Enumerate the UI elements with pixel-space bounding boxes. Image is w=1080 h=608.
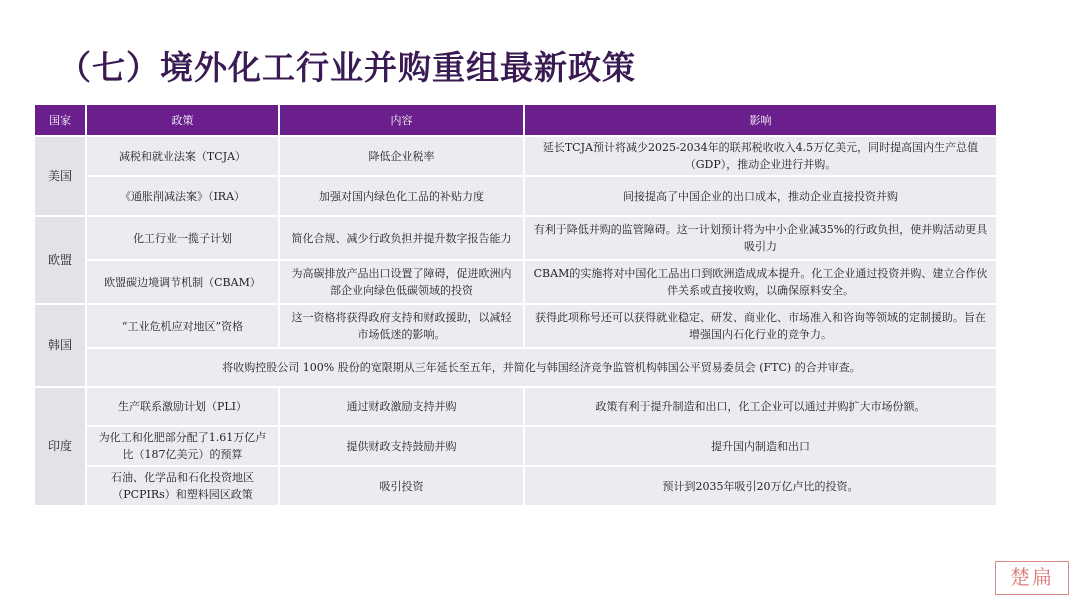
policy-cell: 生产联系激励计划（PLI）	[87, 388, 278, 425]
header-country: 国家	[35, 105, 85, 135]
content-cell: 这一资格将获得政府支持和财政援助，以减轻市场低迷的影响。	[280, 305, 523, 347]
country-cell: 美国	[35, 137, 85, 215]
policy-cell: “工业危机应对地区”资格	[87, 305, 278, 347]
policy-cell: 为化工和化肥部分配了1.61万亿卢比（187亿美元）的预算	[87, 427, 278, 465]
header-impact: 影响	[525, 105, 996, 135]
table-header-row	[35, 105, 996, 135]
content-cell: 为高碳排放产品出口设置了障碍，促进欧洲内部企业向绿色低碳领域的投资	[280, 261, 523, 303]
table-row	[35, 305, 996, 347]
country-cell: 欧盟	[35, 217, 85, 303]
impact-cell: 提升国内制造和出口	[525, 427, 996, 465]
content-cell: 吸引投资	[280, 467, 523, 505]
impact-cell: 政策有利于提升制造和出口，化工企业可以通过并购扩大市场份额。	[525, 388, 996, 425]
impact-cell: CBAM的实施将对中国化工品出口到欧洲造成成本提升。化工企业通过投资并购、建立合作伙伴关系或直接收购，以确保原料安全。	[525, 261, 996, 303]
policy-cell: 石油、化学品和石化投资地区（PCPIRs）和塑料园区政策	[87, 467, 278, 505]
policy-cell: 《通胀削减法案》（IRA）	[87, 177, 278, 215]
policy-table	[33, 103, 998, 507]
content-cell: 提供财政支持鼓励并购	[280, 427, 523, 465]
table-row	[35, 261, 996, 303]
policy-cell: 减税和就业法案（TCJA）	[87, 137, 278, 175]
content-cell: 通过财政激励支持并购	[280, 388, 523, 425]
table-row	[35, 427, 996, 465]
watermark-stamp: 楚扁	[995, 561, 1069, 595]
impact-cell: 有利于降低并购的监管障碍。这一计划预计将为中小企业减35%的行政负担，使并购活动更具吸引力	[525, 217, 996, 259]
policy-cell: 欧盟碳边境调节机制（CBAM）	[87, 261, 278, 303]
content-cell: 简化合规、减少行政负担并提升数字报告能力	[280, 217, 523, 259]
impact-cell: 预计到2035年吸引20万亿卢比的投资。	[525, 467, 996, 505]
impact-cell: 获得此项称号还可以获得就业稳定、研发、商业化、市场准入和咨询等领域的定制援助。旨在增强国内石化行业的竞争力。	[525, 305, 996, 347]
table-row	[35, 388, 996, 425]
impact-cell: 间接提高了中国企业的出口成本，推动企业直接投资并购	[525, 177, 996, 215]
content-cell: 降低企业税率	[280, 137, 523, 175]
table-row	[35, 467, 996, 505]
country-cell: 印度	[35, 388, 85, 505]
table-row	[35, 177, 996, 215]
impact-cell: 延长TCJA预计将减少2025-2034年的联邦税收收入4.5万亿美元，同时提高国内生产总值（GDP），推动企业进行并购。	[525, 137, 996, 175]
table-row	[35, 137, 996, 175]
country-cell: 韩国	[35, 305, 85, 386]
header-policy: 政策	[87, 105, 278, 135]
page-title: （七）境外化工行业并购重组最新政策	[58, 48, 636, 87]
merged-cell: 将收购控股公司 100% 股份的宽限期从三年延长至五年，并简化与韩国经济竞争监管机构韩国公平贸易委员会 (FTC) 的合并审查。	[87, 349, 996, 386]
content-cell: 加强对国内绿色化工品的补贴力度	[280, 177, 523, 215]
policy-cell: 化工行业一揽子计划	[87, 217, 278, 259]
table-row	[35, 217, 996, 259]
table-row	[35, 349, 996, 386]
header-content: 内容	[280, 105, 523, 135]
